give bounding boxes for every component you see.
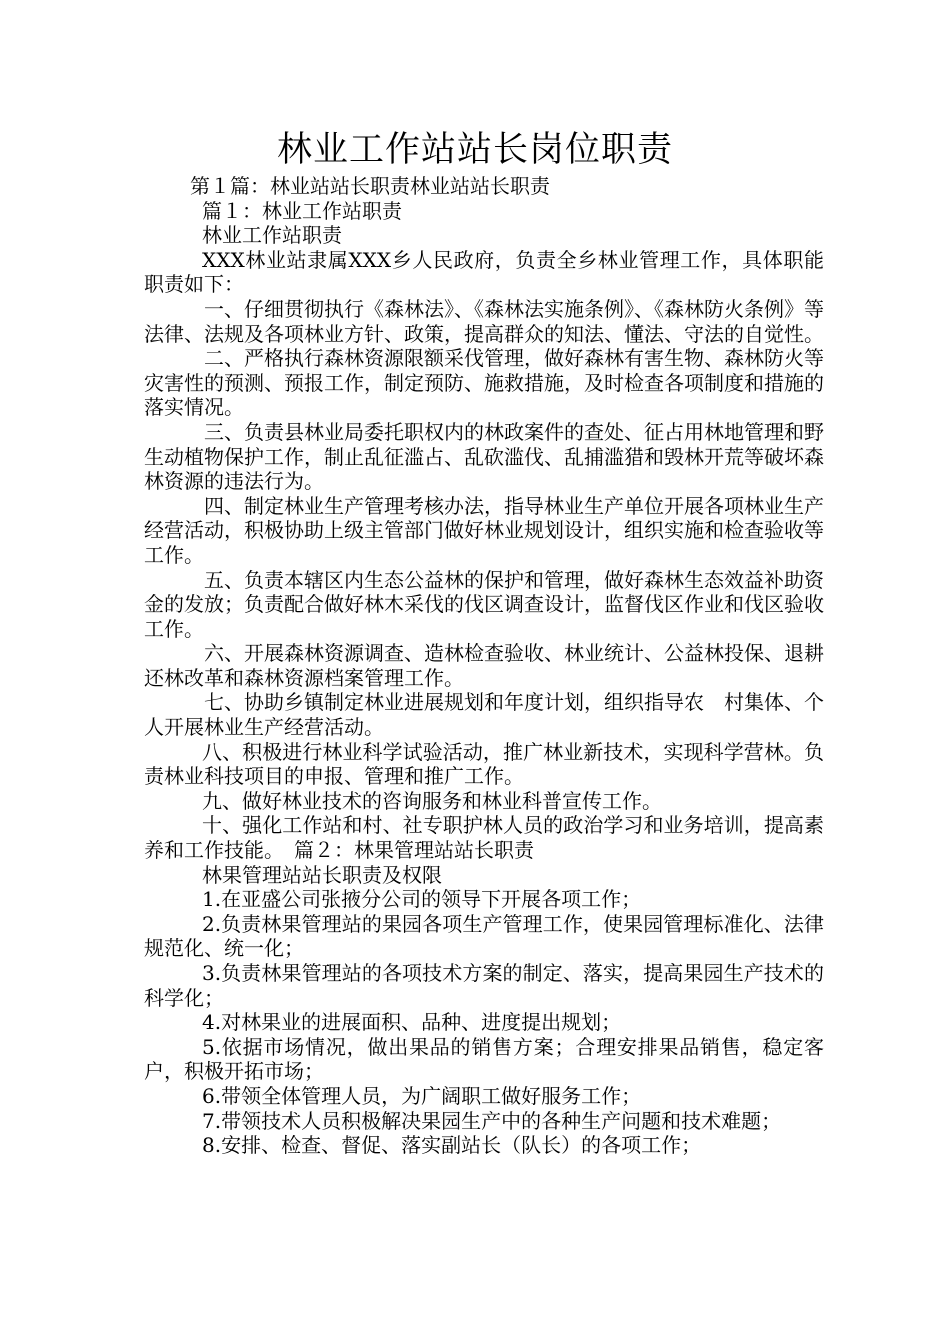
paragraph-item-7: 七、协助乡镇制定林业进展规划和年度计划，组织指导农 村集体、个人开展林业生产经营活动。 xyxy=(144,690,824,740)
paragraph-item-9: 九、做好林业技术的咨询服务和林业科普宣传工作。 xyxy=(202,788,662,813)
paragraph-item-2: 二、严格执行森林资源限额采伐管理，做好森林有害生物、森林防火等灾害性的预测、预报工作，制定预防、施救措施，及时检查各项制度和措施的落实情况。 xyxy=(144,346,824,420)
paragraph-item-6: 六、开展森林资源调查、造林检查验收、林业统计、公益林投保、退耕还林改革和森林资源档案管理工作。 xyxy=(144,641,824,690)
paragraph-section-1-heading: 篇１：林业工作站职责 xyxy=(202,198,402,223)
paragraph-duty-4: 4.对林果业的进展面积、品种、进度提出规划； xyxy=(202,1010,622,1035)
paragraph-duty-6: 6.带领全体管理人员，为广阔职工做好服务工作； xyxy=(202,1083,642,1108)
paragraph-item-10: 十、强化工作站和村、社专职护林人员的政治学习和业务培训，提高素养和工作技能。 篇２：林果管理站站长职责 xyxy=(144,813,824,863)
paragraph-duty-1: 1.在亚盛公司张掖分公司的领导下开展各项工作； xyxy=(202,887,642,912)
paragraph-duty-8: 8.安排、检查、督促、落实副站长（队长）的各项工作； xyxy=(202,1133,702,1158)
paragraph-section-2-subtitle: 林果管理站站长职责及权限 xyxy=(202,862,442,887)
paragraph-item-1: 一、仔细贯彻执行《森林法》、《森林法实施条例》、《森林防火条例》等法律、法规及各项林业方针、政策，提高群众的知法、懂法、守法的自觉性。 xyxy=(144,296,824,346)
paragraph-subtitle: 林业工作站职责 xyxy=(202,223,342,248)
document-body xyxy=(144,174,824,1158)
document-title: 林业工作站站长岗位职责 xyxy=(276,130,673,170)
paragraph-duty-3: 3.负责林果管理站的各项技术方案的制定、落实，提高果园生产技术的科学化； xyxy=(144,961,824,1010)
paragraph-part-1-heading: 第１篇：林业站站长职责林业站站长职责 xyxy=(190,174,550,198)
paragraph-duty-2: 2.负责林果管理站的果园各项生产管理工作，使果园管理标准化、法律规范化、统一化； xyxy=(144,911,824,961)
paragraph-item-4: 四、制定林业生产管理考核办法，指导林业生产单位开展各项林业生产经营活动，积极协助上级主管部门做好林业规划设计，组织实施和检查验收等工作。 xyxy=(144,493,824,567)
paragraph-duty-5: 5.依据市场情况，做出果品的销售方案；合理安排果品销售，稳定客户，积极开拓市场； xyxy=(144,1034,824,1084)
paragraph-intro: XXX林业站隶属XXX乡人民政府，负责全乡林业管理工作，具体职能职责如下： xyxy=(144,247,824,297)
paragraph-duty-7: 7.带领技术人员积极解决果园生产中的各种生产问题和技术难题； xyxy=(202,1108,782,1133)
paragraph-item-3: 三、负责县林业局委托职权内的林政案件的查处、征占用林地管理和野生动植物保护工作，制止乱征滥占、乱砍滥伐、乱捕滥猎和毁林开荒等破坏森林资源的违法行为。 xyxy=(144,419,824,494)
paragraph-item-8: 八、积极进行林业科学试验活动，推广林业新技术，实现科学营林。负责林业科技项目的申报、管理和推广工作。 xyxy=(144,739,824,789)
paragraph-item-5: 五、负责本辖区内生态公益林的保护和管理，做好森林生态效益补助资金的发放；负责配合做好林木采伐的伐区调查设计，监督伐区作业和伐区验收工作。 xyxy=(144,567,824,641)
